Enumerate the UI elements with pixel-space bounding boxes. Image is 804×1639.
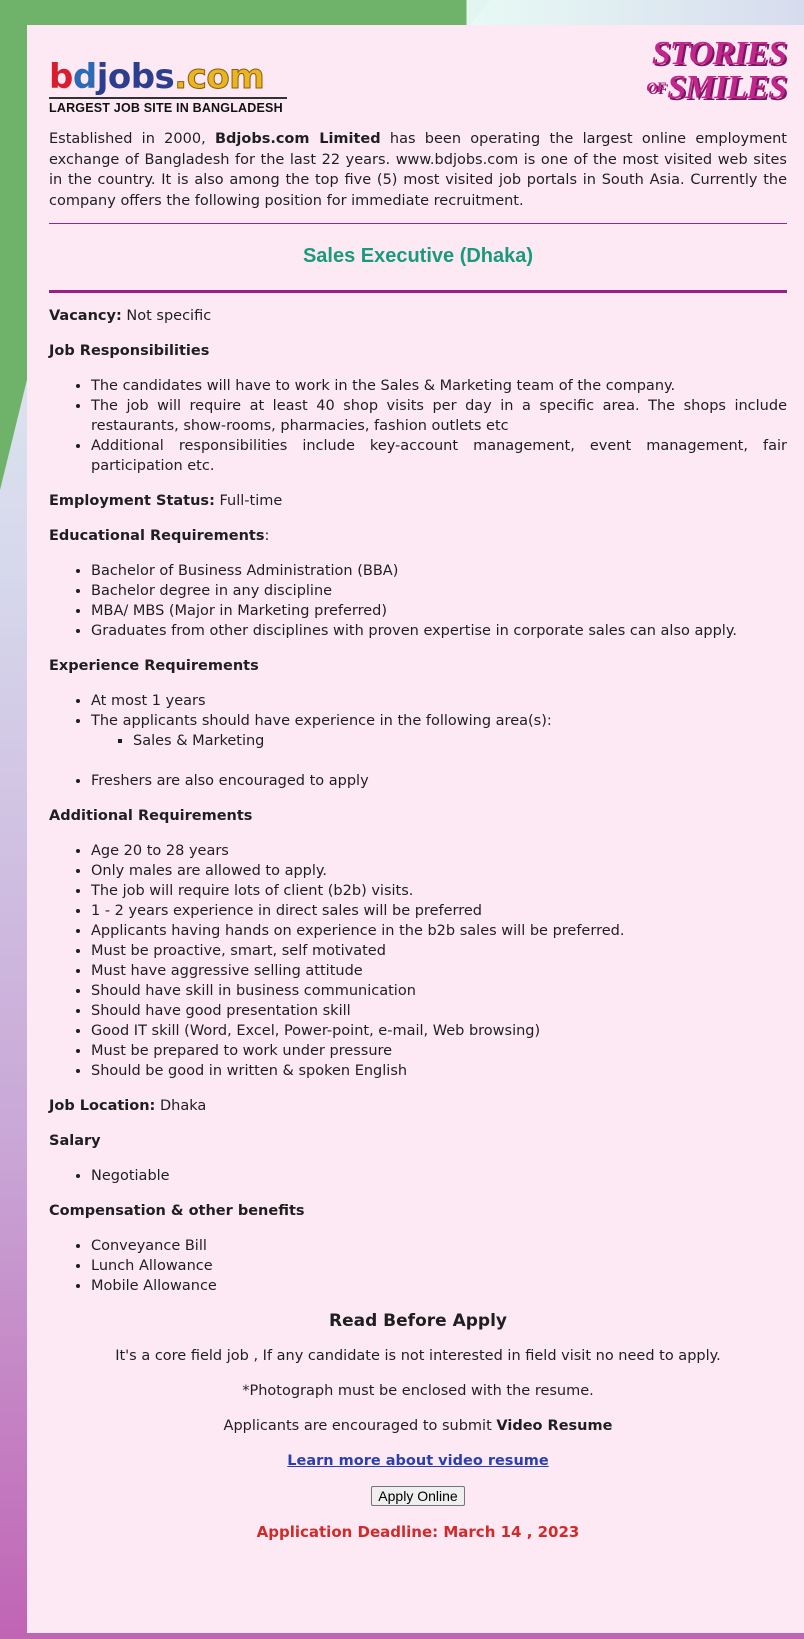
job-title: Sales Executive (Dhaka) [302, 245, 534, 267]
divider [49, 223, 787, 224]
read-before-apply [49, 1311, 787, 1542]
bdjobs-logo: bdjobs.com LARGEST JOB SITE IN BANGLADESH [49, 59, 287, 115]
section-heading: Salary [49, 1133, 101, 1149]
list-item: • The applicants should have experience in the following area(s): ▪ Sales & Marketing [91, 711, 787, 771]
list-item: • Good IT skill (Word, Excel, Power-point, e-mail, Web browsing) [91, 1021, 787, 1041]
list-item: • Should have skill in business communication [91, 981, 787, 1001]
section-heading: Job Responsibilities [49, 343, 210, 359]
note-video-resume: Applicants are encouraged to submit Video Resume [223, 1418, 613, 1434]
list-item: • Additional responsibilities include key-account management, event management, fair participation etc. [91, 436, 787, 476]
section-heading: Educational Requirements: [49, 528, 270, 544]
list-item: • Must be prepared to work under pressure [91, 1041, 787, 1061]
list-item: • Must have aggressive selling attitude [91, 961, 787, 981]
section-heading: Additional Requirements [49, 808, 253, 824]
note-photograph: *Photograph must be enclosed with the resume. [242, 1383, 594, 1399]
list-item: • Must be proactive, smart, self motivated [91, 941, 787, 961]
employment-status: Employment Status: Full-time [49, 493, 283, 509]
list-item: • Bachelor degree in any discipline [91, 581, 787, 601]
section-heading: Compensation & other benefits [49, 1203, 305, 1219]
education-list [49, 561, 787, 641]
salary-list [49, 1166, 787, 1186]
divider [49, 290, 787, 293]
list-item: • 1 - 2 years experience in direct sales will be preferred [91, 901, 787, 921]
list-item: • Bachelor of Business Administration (BBA) [91, 561, 787, 581]
list-item: • Should be good in written & spoken English [91, 1061, 787, 1081]
benefits-list [49, 1236, 787, 1296]
list-item: • Lunch Allowance [91, 1256, 787, 1276]
section-heading: Experience Requirements [49, 658, 259, 674]
job-location: Job Location: Dhaka [49, 1098, 207, 1114]
list-item: ▪ Sales & Marketing [133, 731, 787, 751]
list-item: • The job will require at least 40 shop visits per day in a specific area. The shops include restaurants, show-rooms, pharmacies, fashion outlets etc [91, 396, 787, 436]
list-item: • Negotiable [91, 1166, 787, 1186]
vacancy: Vacancy: Not specific [49, 308, 212, 324]
additional-list [49, 841, 787, 1081]
read-before-heading: Read Before Apply [329, 1311, 507, 1331]
job-details [49, 306, 787, 1557]
stories-of-smiles-logo: STORIES $^{OF}$SMILES [646, 35, 786, 106]
list-item: • The job will require lots of client (b2b) visits. [91, 881, 787, 901]
video-resume-link[interactable]: Learn more about video resume [287, 1453, 549, 1469]
list-item: • At most 1 years [91, 691, 787, 711]
note-field-job: It's a core field job , If any candidate is not interested in field visit no need to apply. [115, 1348, 721, 1364]
list-item: • Age 20 to 28 years [91, 841, 787, 861]
application-deadline: Application Deadline: March 14 , 2023 [256, 1523, 580, 1541]
experience-list [49, 691, 787, 791]
company-intro: Established in 2000, Bdjobs.com Limited has been operating the largest online employment exchange of Bangladesh for the last 22 years. www.bdjobs.com is one of the most visited web sites in the country. It is also among the top five (5) most visited job portals in South Asia. Currently the company offers the following position for immediate recruitment. [49, 131, 787, 209]
list-item: • Mobile Allowance [91, 1276, 787, 1296]
responsibilities-list [49, 376, 787, 476]
list-item: • The candidates will have to work in the Sales & Marketing team of the company. [91, 376, 787, 396]
logo-tagline: LARGEST JOB SITE IN BANGLADESH [49, 97, 287, 115]
list-item: • Applicants having hands on experience in the b2b sales will be preferred. [91, 921, 787, 941]
list-item: • Freshers are also encouraged to apply [91, 771, 787, 791]
job-ad-card [27, 25, 804, 1633]
list-item: • Conveyance Bill [91, 1236, 787, 1256]
list-item: • Should have good presentation skill [91, 1001, 787, 1021]
apply-online-button[interactable]: Apply Online [371, 1486, 464, 1506]
list-item: • Only males are allowed to apply. [91, 861, 787, 881]
list-item: • MBA/ MBS (Major in Marketing preferred) [91, 601, 787, 621]
list-item: • Graduates from other disciplines with proven expertise in corporate sales can also apply. [91, 621, 787, 641]
